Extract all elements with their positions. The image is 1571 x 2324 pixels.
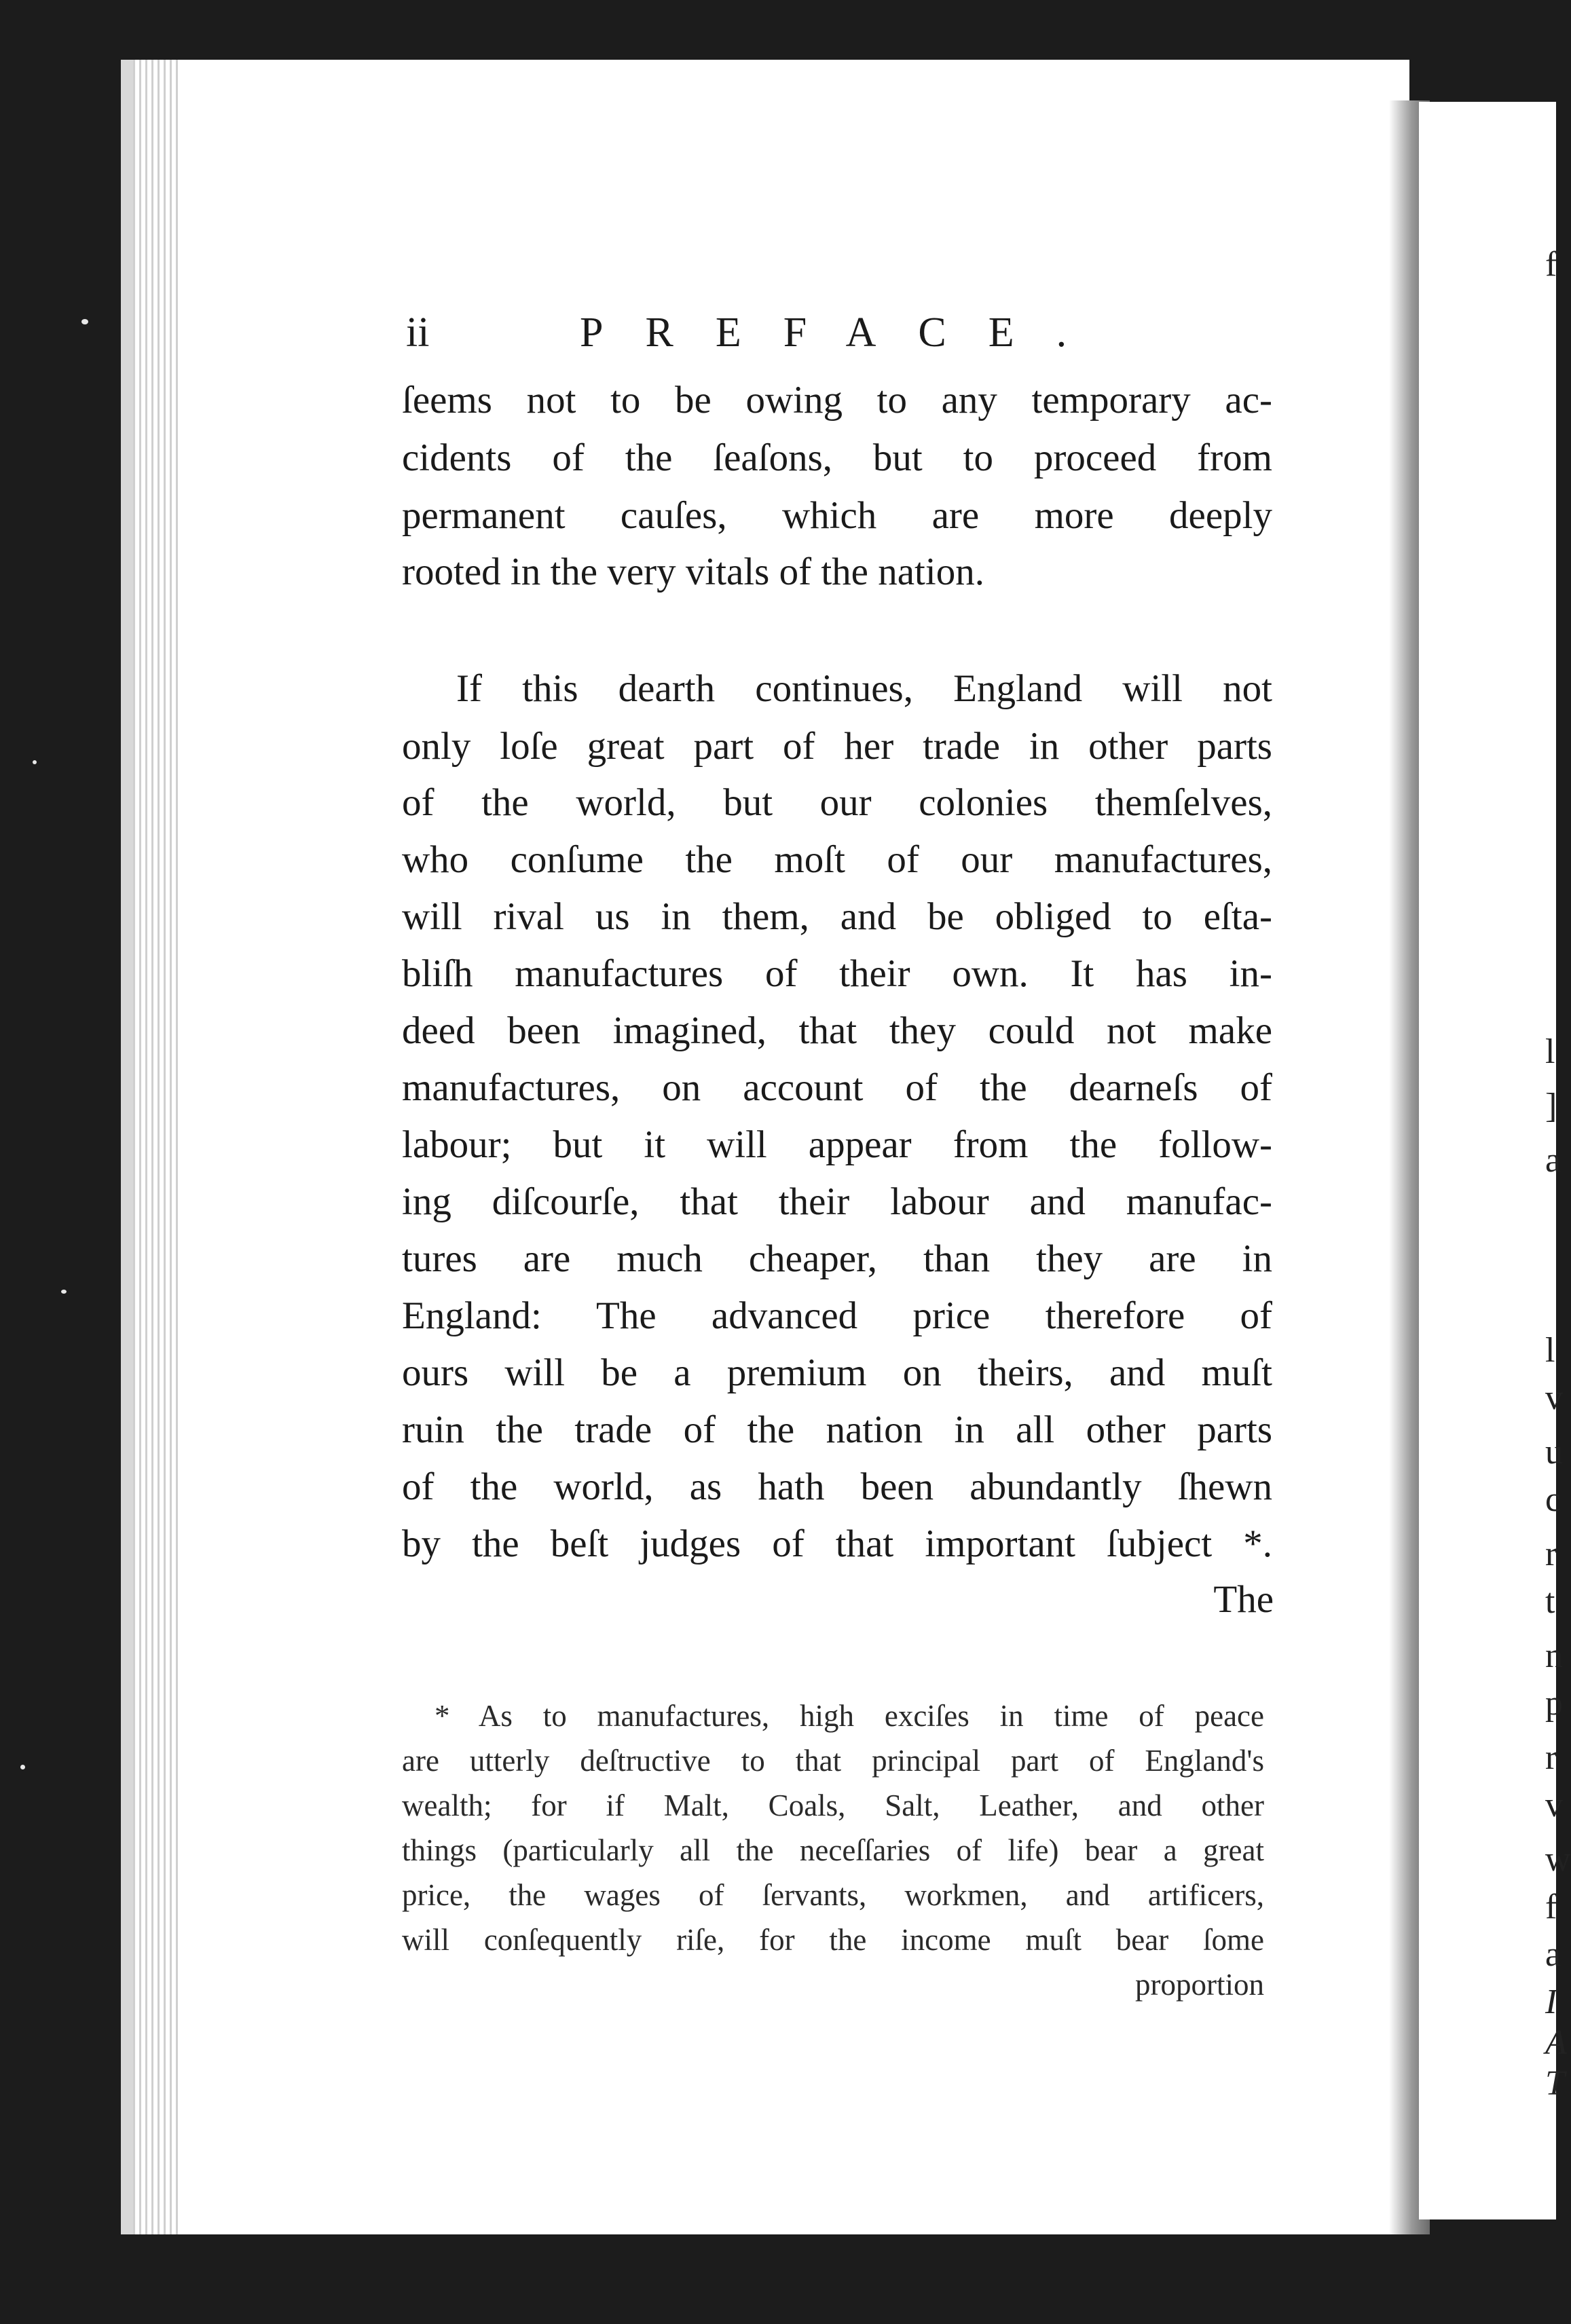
facing-glyph: l bbox=[1545, 1032, 1555, 1071]
facing-glyph: t bbox=[1545, 1582, 1555, 1621]
body-line: manufactures, on account of the dearneſs of bbox=[402, 1066, 1272, 1109]
body-line: ing diſcourſe, that their labour and manufac- bbox=[402, 1180, 1272, 1223]
body-line: ours will be a premium on theirs, and muſt bbox=[402, 1351, 1272, 1394]
catchword-row bbox=[402, 1576, 1274, 1624]
facing-glyph: r bbox=[1545, 1535, 1557, 1573]
page-number: ii bbox=[406, 310, 430, 356]
paragraph-first-line: If this dearth continues, England will not bbox=[456, 667, 1272, 710]
facing-glyph: p bbox=[1545, 1684, 1563, 1723]
body-line: ruin the trade of the nation in all other parts bbox=[402, 1408, 1272, 1451]
facing-glyph: ] bbox=[1545, 1087, 1557, 1125]
facing-glyph: l bbox=[1545, 1331, 1555, 1370]
body-line: by the beſt judges of that important ſubject *. bbox=[402, 1522, 1272, 1565]
facing-glyph: T bbox=[1545, 2064, 1565, 2103]
facing-glyph: w bbox=[1545, 1840, 1571, 1879]
body-line: of the world, but our colonies themſelves, bbox=[402, 781, 1272, 824]
footnote-catchword: proportion bbox=[1135, 1968, 1264, 2002]
facing-glyph: u bbox=[1545, 1433, 1563, 1472]
body-line: tures are much cheaper, than they are in bbox=[402, 1237, 1272, 1280]
body-line: will rival us in them, and be obliged to eſta- bbox=[402, 895, 1272, 938]
facing-glyph: a bbox=[1545, 1935, 1561, 1974]
scan-speck bbox=[81, 319, 88, 324]
facing-glyph: v bbox=[1545, 1379, 1563, 1417]
body-line: labour; but it will appear from the follow- bbox=[402, 1123, 1272, 1166]
facing-glyph: r bbox=[1545, 1738, 1557, 1777]
scan-speck bbox=[61, 1290, 67, 1294]
scan-speck bbox=[20, 1765, 25, 1769]
body-line: bliſh manufactures of their own. It has in- bbox=[402, 952, 1272, 995]
body-line: England: The advanced price therefore of bbox=[402, 1294, 1272, 1337]
facing-glyph: A bbox=[1545, 2023, 1567, 2062]
body-line: deed been imagined, that they could not make bbox=[402, 1009, 1272, 1052]
scan-speck bbox=[33, 760, 37, 764]
footnote-line: price, the wages of ſervants, workmen, and artificers, bbox=[402, 1878, 1264, 1912]
facing-glyph: n bbox=[1545, 1636, 1563, 1675]
footnote-line: things (particularly all the neceſſaries of life) bear a great bbox=[402, 1833, 1264, 1867]
body-line: of the world, as hath been abundantly ſhewn bbox=[402, 1465, 1272, 1508]
body-line: ſeems not to be owing to any temporary ac- bbox=[402, 379, 1272, 421]
running-header bbox=[402, 309, 1274, 363]
facing-glyph: f bbox=[1545, 245, 1557, 284]
page-edge-stack bbox=[133, 60, 181, 2234]
body-line: who conſume the moſt of our manufactures, bbox=[402, 838, 1272, 881]
body-line: rooted in the very vitals of the nation. bbox=[402, 550, 984, 593]
footnote-line: wealth; for if Malt, Coals, Salt, Leather, and other bbox=[402, 1788, 1264, 1822]
footnote-line: * As to manufactures, high exciſes in time of peace bbox=[435, 1699, 1264, 1733]
facing-glyph: f bbox=[1545, 1888, 1557, 1926]
facing-glyph: c bbox=[1545, 1480, 1561, 1519]
facing-glyph: a bbox=[1545, 1141, 1561, 1180]
body-line: only loſe great part of her trade in other parts bbox=[402, 725, 1272, 768]
footnote-line: will conſequently riſe, for the income muſt bear ſome bbox=[402, 1923, 1264, 1957]
catchword: The bbox=[1213, 1578, 1274, 1621]
facing-glyph: v bbox=[1545, 1786, 1563, 1824]
body-line: permanent cauſes, which are more deeply bbox=[402, 494, 1272, 537]
running-title: PREFACE. bbox=[580, 310, 1109, 356]
footnote-line: are utterly deſtructive to that principal part of England's bbox=[402, 1744, 1264, 1778]
facing-page-edge bbox=[1419, 102, 1571, 2219]
body-line: cidents of the ſeaſons, but to proceed from bbox=[402, 436, 1272, 479]
facing-glyph: I bbox=[1545, 1983, 1557, 2021]
